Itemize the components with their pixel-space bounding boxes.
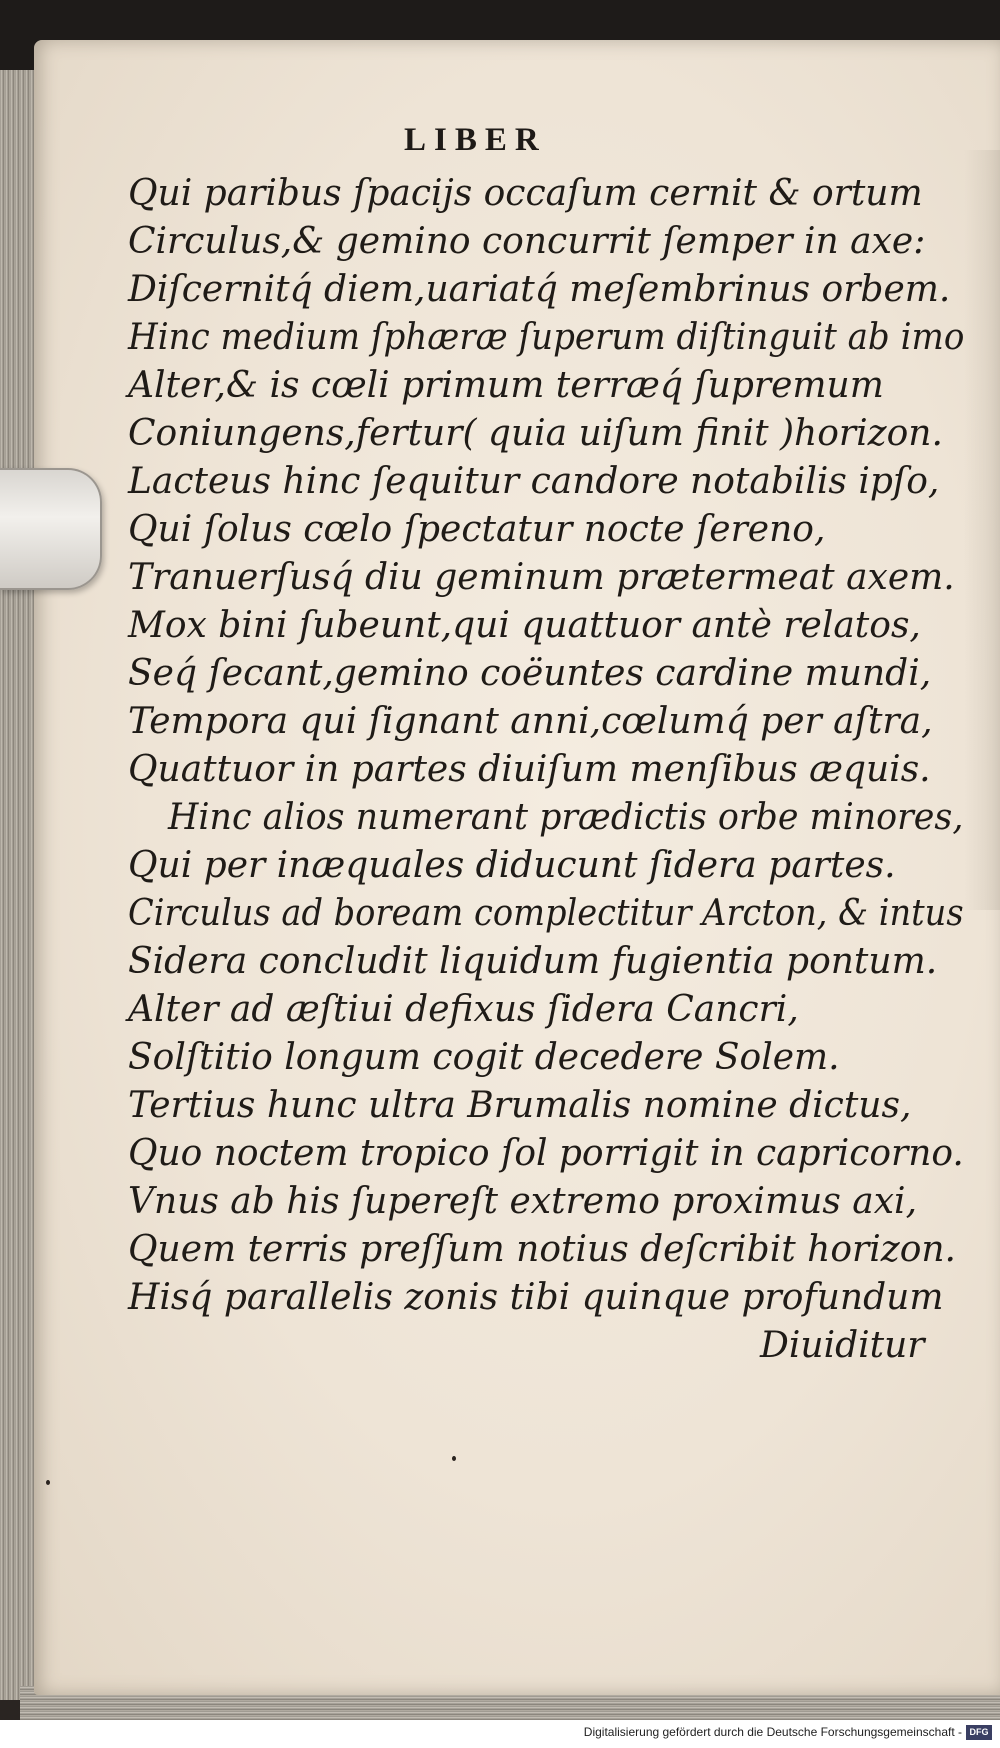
- dfg-logo-icon: DFG: [966, 1725, 992, 1740]
- verse-line: Tranuerſusq́ diu geminum prætermeat axem.: [128, 557, 955, 598]
- verse-line: Vnus ab his ſupereſt extremo proximus axi,: [128, 1181, 918, 1222]
- verse-line: Quattuor in partes diuiſum menſibus æquis.: [128, 749, 931, 790]
- page-clip: [0, 468, 102, 590]
- verse-line: Qui paribus ſpacijs occaſum cernit & ortum: [128, 173, 923, 214]
- verse-line-indented: Hinc alios numerant prædictis orbe minores,: [168, 797, 964, 838]
- footer-bar: [0, 1720, 1000, 1748]
- verse-line: Diſcernitq́ diem,uariatq́ meſembrinus orbem.: [128, 269, 951, 310]
- catchword: Diuiditur: [760, 1325, 925, 1366]
- ink-speck: [46, 1480, 50, 1485]
- verse-line: Alter ad æſtiui defixus ſidera Cancri,: [128, 989, 799, 1030]
- footer-credit: Digitalisierung gefördert durch die Deutsche Forschungsgemeinschaft -: [583, 1725, 962, 1739]
- verse-line: Lacteus hinc ſequitur candore notabilis ipſo,: [128, 461, 940, 502]
- verse-line: Hinc medium ſphæræ ſuperum diſtinguit ab imo: [128, 317, 965, 358]
- show-through: [964, 150, 1000, 910]
- verse-line: Quem terris preſſum notius deſcribit horizon.: [128, 1229, 956, 1270]
- verse-line: Coniungens,fertur( quia uiſum finit )horizon.: [128, 413, 943, 454]
- verse-line: Qui ſolus cœlo ſpectatur nocte ſereno,: [128, 509, 826, 550]
- verse-line: Circulus,& gemino concurrit ſemper in axe:: [128, 221, 926, 262]
- verse-line: Qui per inæquales diducunt ſidera partes.: [128, 845, 896, 886]
- verse-line: Circulus ad boream complectitur Arcton, & intus: [128, 893, 964, 934]
- verse-line: Seq́ ſecant,gemino coëuntes cardine mundi,: [128, 653, 932, 694]
- verse-line: Alter,& is cœli primum terræq́ ſupremum: [128, 365, 884, 406]
- verse-line: Tertius hunc ultra Brumalis nomine dictus,: [128, 1085, 912, 1126]
- verse-line: Sidera concludit liquidum fugientia pontum.: [128, 941, 938, 982]
- verse-line: Tempora qui ſignant anni,cœlumq́ per aſtra,: [128, 701, 933, 742]
- verse-line: Mox bini ſubeunt,qui quattuor antè relatos,: [128, 605, 921, 646]
- ink-speck: [452, 1456, 456, 1461]
- verse-line: Hisq́ parallelis zonis tibi quinque profundum: [128, 1277, 944, 1318]
- book-page: [34, 40, 1000, 1695]
- verse-line: Quo noctem tropico ſol porrigit in capricorno.: [128, 1133, 964, 1174]
- running-header: LIBER: [404, 122, 547, 158]
- verse-line: Solſtitio longum cogit decedere Solem.: [128, 1037, 840, 1078]
